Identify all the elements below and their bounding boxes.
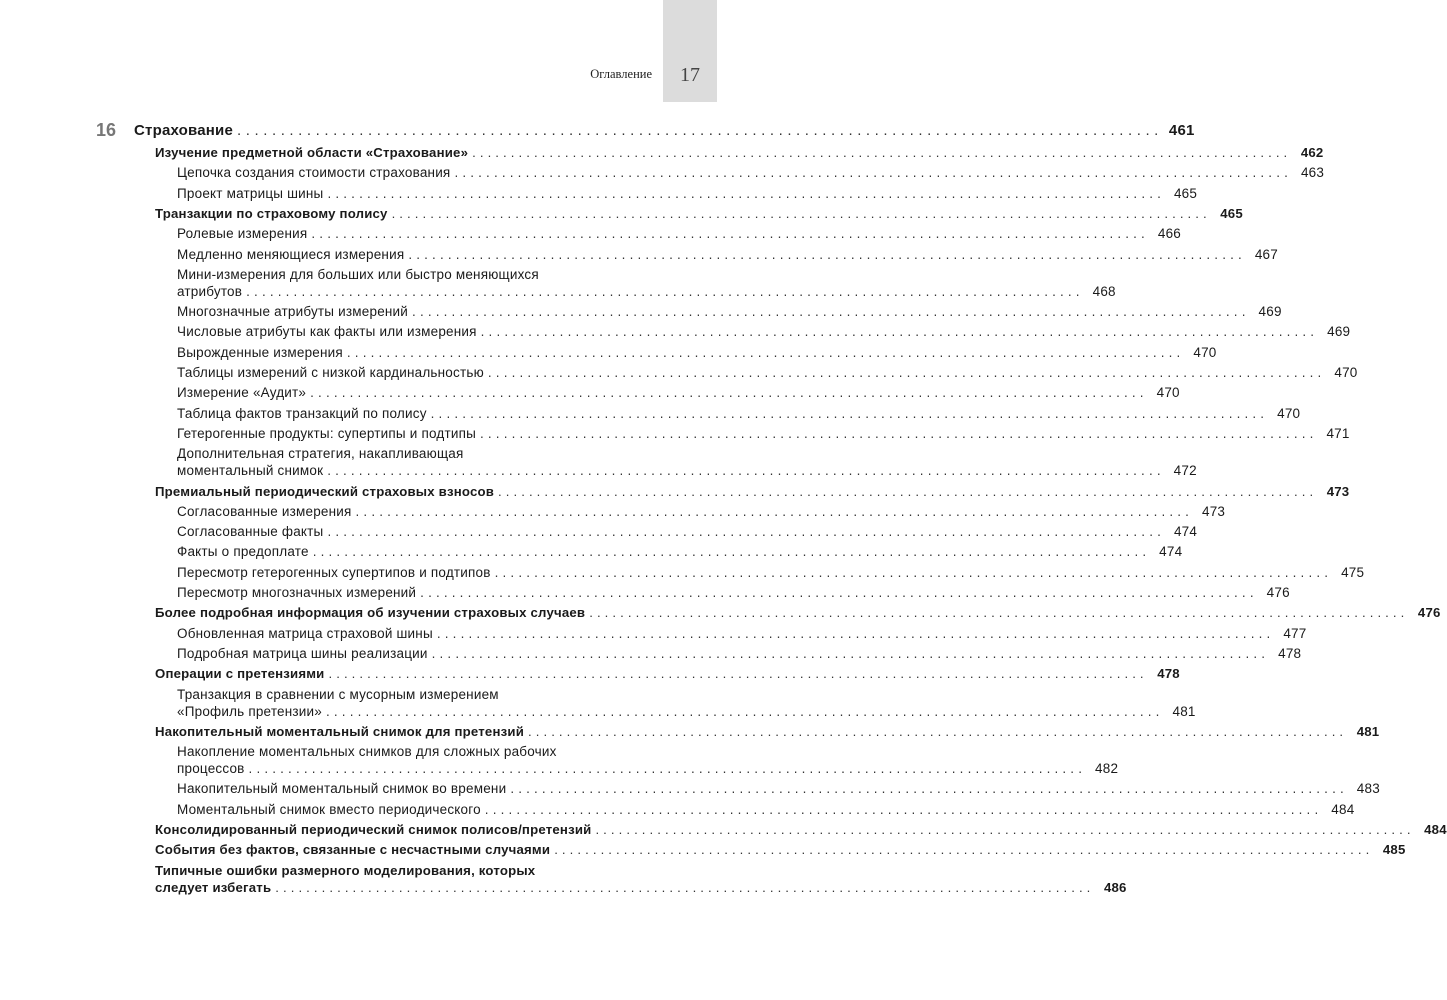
toc-subsection-row[interactable] — [0, 543, 1183, 561]
toc-entry-first-line: Дополнительная стратегия, накапливающая — [177, 446, 464, 462]
toc-entry-page: 470 — [1277, 405, 1301, 421]
toc-section-row[interactable] — [0, 604, 1441, 622]
toc-entry-title: Более подробная информация об изучении страховых случаев — [155, 605, 586, 621]
leader-dots — [431, 405, 1265, 423]
toc-entry-title: Накопительный моментальный снимок для претензий — [155, 723, 525, 739]
toc-entry-title: следует избегать — [155, 879, 272, 895]
toc-entry-page: 478 — [1278, 645, 1302, 661]
toc-subsection-row[interactable] — [0, 246, 1278, 264]
toc-entry-page: 485 — [1382, 842, 1406, 858]
toc-entry-page: 483 — [1356, 781, 1380, 797]
chapter-page: 461 — [1168, 122, 1195, 139]
toc-subsection-row[interactable] — [0, 384, 1180, 402]
toc-entry-page: 484 — [1331, 801, 1355, 817]
leader-dots — [420, 584, 1254, 602]
toc-entry-title: моментальный снимок — [177, 463, 324, 479]
toc-entry-page: 484 — [1424, 822, 1447, 837]
leader-dots — [311, 225, 1145, 243]
toc-subsection-row[interactable] — [0, 703, 1196, 721]
leader-dots — [481, 323, 1315, 341]
toc-section-row[interactable] — [0, 723, 1380, 741]
toc-entry-title: Измерение «Аудит» — [177, 385, 307, 401]
leader-dots — [392, 205, 1207, 223]
toc-subsection-row[interactable] — [0, 425, 1350, 443]
toc-entry-page: 468 — [1092, 283, 1116, 299]
leader-dots — [589, 604, 1404, 622]
toc-subsection-row[interactable] — [0, 625, 1307, 643]
toc-subsection-row[interactable] — [0, 303, 1282, 321]
running-head: Оглавление — [590, 67, 652, 81]
toc-entry-page: 470 — [1334, 365, 1358, 380]
toc-entry-title: Гетерогенные продукты: супертипы и подтипы — [177, 425, 476, 441]
leader-dots — [412, 303, 1246, 321]
toc-section-row[interactable] — [0, 879, 1127, 897]
toc-section-row[interactable] — [0, 483, 1350, 501]
toc-entry-title: Пересмотр гетерогенных супертипов и подтипов — [177, 564, 491, 580]
toc-entry-title: процессов — [177, 761, 245, 777]
toc-entry-title: Проект матрицы шины — [177, 185, 324, 201]
toc-entry-page: 475 — [1341, 564, 1365, 580]
toc-entry-page: 465 — [1220, 205, 1243, 221]
toc-entry-title: Накопительный моментальный снимок во времени — [177, 781, 507, 797]
toc-subsection-row[interactable] — [0, 462, 1197, 480]
toc-entry-page: 473 — [1202, 503, 1226, 519]
toc-entry-page: 476 — [1266, 585, 1290, 600]
leader-dots — [249, 760, 1083, 778]
toc-entry-page: 482 — [1095, 761, 1119, 777]
leader-dots — [310, 384, 1144, 402]
leader-dots — [480, 425, 1314, 443]
leader-dots — [510, 780, 1344, 798]
leader-dots — [528, 723, 1343, 741]
toc-entry-title: Операции с претензиями — [155, 666, 325, 682]
toc-entry-page: 478 — [1157, 666, 1180, 682]
toc-entry-title: Числовые атрибуты как факты или измерения — [177, 324, 477, 340]
toc-entry-title: Медленно меняющиеся измерения — [177, 246, 405, 262]
leader-dots — [329, 665, 1144, 683]
toc-subsection-row[interactable] — [0, 503, 1226, 521]
leader-dots — [327, 185, 1161, 203]
toc-subsection-row[interactable] — [0, 645, 1302, 663]
toc-subsection-row[interactable] — [0, 780, 1380, 798]
toc-entry-title: Многозначные атрибуты измерений — [177, 304, 409, 320]
toc-entry-title: Пересмотр многозначных измерений — [177, 585, 417, 600]
chapter-title: Страхование — [134, 122, 234, 139]
toc-entry-page: 465 — [1173, 185, 1198, 201]
leader-dots — [408, 246, 1242, 264]
toc-section-row[interactable] — [0, 841, 1406, 859]
toc-entry-page: 477 — [1283, 625, 1307, 641]
toc-section-row[interactable] — [0, 205, 1243, 223]
toc-entry-page: 471 — [1326, 425, 1350, 441]
toc-subsection-row[interactable] — [0, 323, 1351, 341]
toc-subsection-row[interactable] — [0, 584, 1290, 602]
toc-entry-page: 470 — [1156, 385, 1180, 401]
toc-entry-title: Премиальный периодический страховых взносов — [155, 483, 495, 499]
toc-entry-page: 476 — [1417, 605, 1441, 621]
toc-entry-title: Ролевые измерения — [177, 226, 308, 242]
toc-entry-page: 469 — [1327, 324, 1351, 340]
toc-entry-title: Консолидированный периодический снимок полисов/претензий — [155, 822, 592, 837]
toc-entry-page: 473 — [1326, 483, 1350, 499]
chapter-number: 16 — [96, 120, 117, 140]
toc-section-row[interactable] — [0, 144, 1324, 162]
toc-entry-page: 474 — [1173, 524, 1198, 540]
leader-dots — [554, 841, 1369, 859]
toc-entry-title: Согласованные факты — [177, 524, 324, 540]
toc-entry-page: 472 — [1173, 463, 1197, 479]
toc-entry-title: Изучение предметной области «Страхование» — [155, 145, 469, 160]
toc-entry-title: Согласованные измерения — [177, 503, 352, 519]
toc-entry-title: Подробная матрица шины реализации — [177, 645, 428, 661]
leader-dots — [347, 344, 1181, 362]
leader-dots — [327, 462, 1161, 480]
leader-dots — [246, 283, 1080, 301]
leader-dots — [327, 523, 1161, 541]
toc-subsection-row[interactable] — [0, 760, 1119, 778]
leader-dots — [454, 164, 1288, 182]
toc-subsection-row[interactable] — [0, 364, 1358, 382]
leader-dots — [488, 364, 1322, 382]
leader-dots — [437, 625, 1271, 643]
toc-subsection-row[interactable] — [0, 185, 1198, 203]
leader-dots — [237, 122, 1159, 140]
toc-entry-title: Факты о предоплате — [177, 544, 309, 560]
leader-dots — [275, 879, 1090, 897]
toc-subsection-row[interactable] — [0, 405, 1301, 423]
leader-dots — [595, 821, 1410, 839]
toc-entry-first-line: Транзакция в сравнении с мусорным измерением — [177, 686, 499, 702]
toc-entry-page: 481 — [1172, 703, 1196, 719]
toc-subsection-row[interactable] — [0, 164, 1325, 182]
toc-entry-page: 481 — [1356, 723, 1380, 739]
toc-entry-page: 463 — [1300, 165, 1325, 181]
leader-dots — [485, 801, 1319, 819]
toc-entry-title: Цепочка создания стоимости страхования — [177, 165, 451, 181]
leader-dots — [313, 543, 1147, 561]
leader-dots — [495, 564, 1329, 582]
toc-entry-first-line: Типичные ошибки размерного моделирования, которых — [155, 862, 536, 878]
toc-entry-title: Моментальный снимок вместо периодического — [177, 801, 481, 817]
toc-entry-page: 469 — [1258, 304, 1282, 320]
toc-entry-page: 470 — [1193, 344, 1217, 360]
leader-dots — [432, 645, 1266, 663]
toc-subsection-row[interactable] — [0, 283, 1116, 301]
toc-subsection-row[interactable] — [0, 523, 1198, 541]
toc-entry-title: «Профиль претензии» — [177, 703, 322, 719]
toc-entry-title: Вырожденные измерения — [177, 344, 343, 360]
toc-subsection-row[interactable] — [0, 801, 1355, 819]
toc-entry-first-line: Мини-измерения для больших или быстро меняющихся — [177, 266, 539, 282]
toc-entry-title: Обновленная матрица страховой шины — [177, 625, 433, 641]
leader-dots — [498, 483, 1313, 501]
leader-dots — [472, 144, 1287, 162]
toc-subsection-row[interactable] — [0, 225, 1181, 243]
toc-entry-title: Таблицы измерений с низкой кардинальностью — [177, 365, 484, 380]
toc-entry-page: 474 — [1159, 544, 1183, 560]
toc-section-row[interactable] — [0, 665, 1180, 683]
toc-entry-page: 467 — [1254, 246, 1278, 262]
toc-entry-title: Транзакции по страховому полису — [155, 205, 388, 221]
toc-subsection-row[interactable] — [0, 564, 1365, 582]
chapter-title-row[interactable] — [0, 122, 1195, 140]
toc-subsection-row[interactable] — [0, 344, 1217, 362]
leader-dots — [326, 703, 1160, 721]
toc-entry-title: События без фактов, связанные с несчастными случаями — [155, 842, 551, 858]
toc-entry-title: Таблица фактов транзакций по полису — [177, 405, 427, 421]
page-number: 17 — [680, 64, 700, 86]
toc-entry-first-line: Накопление моментальных снимков для сложных рабочих — [177, 744, 557, 760]
toc-entry-page: 462 — [1300, 145, 1324, 160]
leader-dots — [356, 503, 1190, 521]
toc-section-row[interactable] — [0, 821, 1447, 839]
toc-entry-page: 486 — [1103, 879, 1127, 895]
toc-entry-page: 466 — [1157, 226, 1181, 242]
toc-entry-title: атрибутов — [177, 283, 243, 299]
